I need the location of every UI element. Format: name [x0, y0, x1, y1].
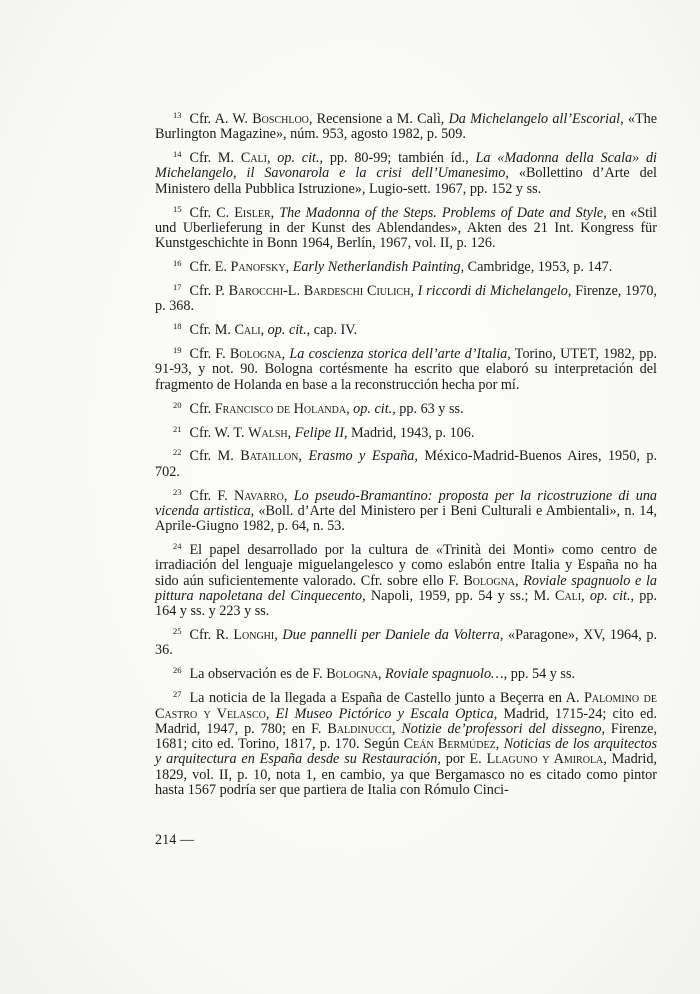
footnote-text: , — [495, 736, 504, 753]
italic-title: Lo pseudo-Bramantino: proposta per la ricostruzione di una vicenda artistica — [155, 487, 658, 519]
author-name: Cali — [240, 150, 267, 167]
footnote-text: , pp. 80-99; también íd., — [319, 150, 476, 167]
footnote-text: , Madrid, 1829, vol. II, p. 10, nota 1, en cambio, ya que Bergamasco no es citado como pintor hasta 1567 podría ser que partiera de Italia con Rómulo Cinci- — [155, 751, 657, 798]
footnote-text: , — [346, 400, 354, 417]
footnote-text: , — [266, 150, 278, 167]
italic-title: Erasmo y España — [308, 448, 415, 465]
italic-title: El Museo Pictórico y Escala Optica — [275, 705, 494, 722]
footnote-15 — [155, 203, 657, 252]
italic-title: op. cit. — [267, 322, 307, 339]
footnote-text: Cfr. P. — [189, 283, 229, 300]
footnote-text: , en «Stil und Uberlieferung in der Kunst des Ablendandes», Akten des 21 Int. Kongress für Kunstgeschichte in Bonn 1964, Berlín, 1967, vol. II, p. 126. — [155, 204, 657, 252]
italic-title: op. cit. — [589, 587, 631, 604]
footnote-number: 20 — [173, 399, 182, 410]
footnote-number: 23 — [173, 486, 182, 497]
footnote-number: 21 — [173, 423, 182, 434]
footnote-text: , pp. 63 y ss. — [392, 400, 464, 417]
footnote-text: Cfr. M. — [189, 322, 235, 339]
footnote-26 — [155, 667, 657, 682]
italic-title: Roviale spagnuolo… — [385, 666, 504, 683]
italic-title: op. cit. — [353, 400, 393, 417]
footnote-22 — [155, 449, 657, 480]
footnote-text: , — [281, 346, 290, 363]
footnote-number: 17 — [173, 282, 182, 293]
footnote-text: , cap. IV. — [306, 322, 358, 339]
footnote-text: , — [581, 587, 590, 604]
italic-title: Early Netherlandish Painting — [292, 259, 461, 276]
footnote-text: , pp. 54 y ss. — [503, 666, 576, 683]
italic-title: Felipe II — [294, 424, 344, 441]
footnote-text: , «Boll. d’Arte del Ministero per i Beni Culturali e Ambientali», n. 14, Aprile-Giugno 1982, p. 64, n. 53. — [155, 502, 657, 535]
footnote-number: 26 — [173, 665, 182, 676]
author-name: Llaguno y Amirola — [486, 751, 604, 768]
italic-title: Roviale spagnuolo e la pittura napoletana del Cinquecento — [155, 572, 657, 604]
footnote-25 — [155, 628, 657, 659]
footnote-text: Cfr. F. — [189, 346, 230, 363]
author-name: Navarro — [234, 487, 284, 504]
footnote-number: 14 — [173, 149, 182, 160]
author-name: Ceán Bermúdez — [403, 736, 496, 753]
footnote-text: Cfr. M. — [189, 448, 241, 465]
footnote-text: , Madrid, 1715-24; cito ed. Madrid, 1947, p. 780; en F. — [155, 705, 657, 737]
footnote-text: , México-Madrid-Buenos Aires, 1950, p. 702. — [155, 448, 657, 480]
footnote-text: Cfr. A. W. — [189, 111, 253, 127]
footnote-number: 18 — [173, 321, 182, 332]
italic-title: Noticias de los arquitectos y arquitectura en España desde su Restauración — [155, 736, 657, 768]
footnote-text: , por E. — [437, 751, 487, 768]
footnote-21 — [155, 423, 657, 441]
footnote-text: , Recensione a M. Calì, — [308, 111, 449, 127]
footnote-text: , — [515, 572, 524, 589]
italic-title: Due pannelli per Daniele da Volterra — [282, 627, 500, 644]
author-name: Bataillon — [240, 448, 299, 465]
footnote-text: , — [265, 705, 276, 722]
footnote-text: , — [260, 322, 268, 339]
footnote-text: Cfr. W. T. — [189, 424, 249, 441]
author-name: Bardeschi Ciulich — [303, 283, 411, 300]
footnote-17 — [155, 284, 657, 315]
footnote-number: 19 — [173, 345, 182, 356]
footnote-text: , — [377, 666, 386, 683]
footnotes-list — [155, 112, 657, 807]
footnote-20 — [155, 399, 657, 417]
page-number: 214 — — [155, 832, 195, 848]
footnote-24 — [155, 543, 657, 619]
author-name: Longhi — [233, 627, 275, 644]
footnote-number: 15 — [173, 203, 182, 214]
footnote-text: Cfr. — [189, 400, 215, 417]
author-name: Bologna — [463, 572, 516, 589]
footnote-text: El papel desarrollado por la cultura de «Trinità dei Monti» como centro de irradiación del lenguaje miguelangelesco y como eslabón entre Italia y España no ha sido aún suficientemente valorado. Cfr. sobre ello F. — [155, 542, 657, 589]
italic-title: La «Madonna della Scala» di Michelangelo, il Savonarola e la crisi dell’Umanesimo — [155, 150, 657, 182]
footnote-number: 13 — [173, 110, 182, 120]
author-name: Eisler — [234, 204, 271, 221]
footnote-number: 25 — [173, 626, 182, 637]
footnote-text: Cfr. F. — [189, 487, 234, 504]
footnote-text: , — [287, 424, 295, 441]
author-name: Francisco de Holanda — [214, 400, 347, 417]
footnote-text: , pp. 164 y ss. y 223 y ss. — [155, 587, 658, 620]
footnote-number: 27 — [173, 689, 182, 700]
footnote-text: Cfr. E. — [189, 259, 231, 276]
footnote-19 — [155, 347, 657, 393]
author-name: Palomino de Castro y Velasco — [155, 690, 658, 722]
footnote-23 — [155, 486, 658, 535]
footnote-text: , — [270, 204, 280, 221]
footnote-16 — [155, 260, 657, 275]
footnote-text: , Torino, UTET, 1982, pp. 91-93, y not. 90. Bologna cortésmente ha escrito que elaboró su interpretación del fragmento de Holanda en base a la reconstrucción hecha por mí. — [155, 346, 657, 393]
footnote-text: , Napoli, 1959, pp. 54 y ss.; M. — [362, 587, 555, 604]
footnote-text: , — [298, 448, 309, 465]
footnote-text: , — [410, 283, 418, 300]
footnote-14 — [155, 151, 657, 197]
footnote-text: , — [274, 627, 283, 644]
italic-title: La coscienza storica dell’arte d’Italia — [289, 346, 508, 363]
footnote-text: , «Paragone», XV, 1964, p. 36. — [155, 627, 658, 659]
italic-title: op. cit. — [277, 150, 320, 167]
author-name: Panofsky — [230, 259, 286, 276]
italic-title: Notizie de’professori del dissegno — [401, 720, 602, 737]
author-name: Bologna — [229, 346, 282, 363]
footnote-text: , — [285, 259, 293, 276]
author-name: Walsh — [248, 424, 288, 441]
footnote-text: Cfr. M. — [189, 150, 241, 167]
footnote-text: Cfr. R. — [189, 627, 234, 644]
author-name: Cali — [555, 587, 582, 604]
footnote-text: , «Bollettino d’Arte del Ministero della Pubblica Istruzione», Lugio-sett. 1967, pp. 152 y ss. — [155, 165, 657, 197]
footnote-text: , — [391, 720, 402, 737]
italic-title: I riccordi di Michelangelo — [417, 283, 568, 300]
footnote-number: 22 — [173, 447, 182, 458]
footnote-text: , Firenze, 1970, p. 368. — [155, 283, 657, 315]
author-name: Bologna — [326, 666, 378, 683]
italic-title: The Madonna of the Steps. Problems of Date and Style — [279, 204, 604, 221]
footnote-27 — [155, 691, 657, 798]
footnote-text: , — [283, 487, 294, 504]
footnote-text: , Cambridge, 1953, p. 147. — [460, 259, 613, 276]
author-name: Barocchi — [228, 283, 284, 300]
footnote-number: 24 — [173, 541, 182, 552]
footnote-text: La noticia de la llegada a España de Castello junto a Beçerra en A. — [189, 690, 585, 707]
footnote-text: -L. — [283, 283, 304, 300]
footnote-text: La observación es de F. — [189, 666, 327, 683]
author-name: Boschloo — [252, 111, 309, 127]
footnote-text: , Madrid, 1943, p. 106. — [343, 424, 475, 441]
footnote-number: 16 — [173, 258, 182, 269]
footnote-18 — [155, 323, 657, 338]
footnote-text: Cfr. C. — [189, 204, 235, 221]
italic-title: Da Michelangelo all’Escorial — [448, 111, 621, 127]
author-name: Baldinucci — [327, 720, 392, 737]
author-name: Cali — [234, 322, 261, 339]
footnote-13 — [155, 112, 657, 143]
footnote-text: , «The Burlington Magazine», núm. 953, agosto 1982, p. 509. — [155, 111, 658, 143]
footnote-text: , Firenze, 1681; cito ed. Torino, 1817, p. 170. Según — [155, 720, 658, 753]
